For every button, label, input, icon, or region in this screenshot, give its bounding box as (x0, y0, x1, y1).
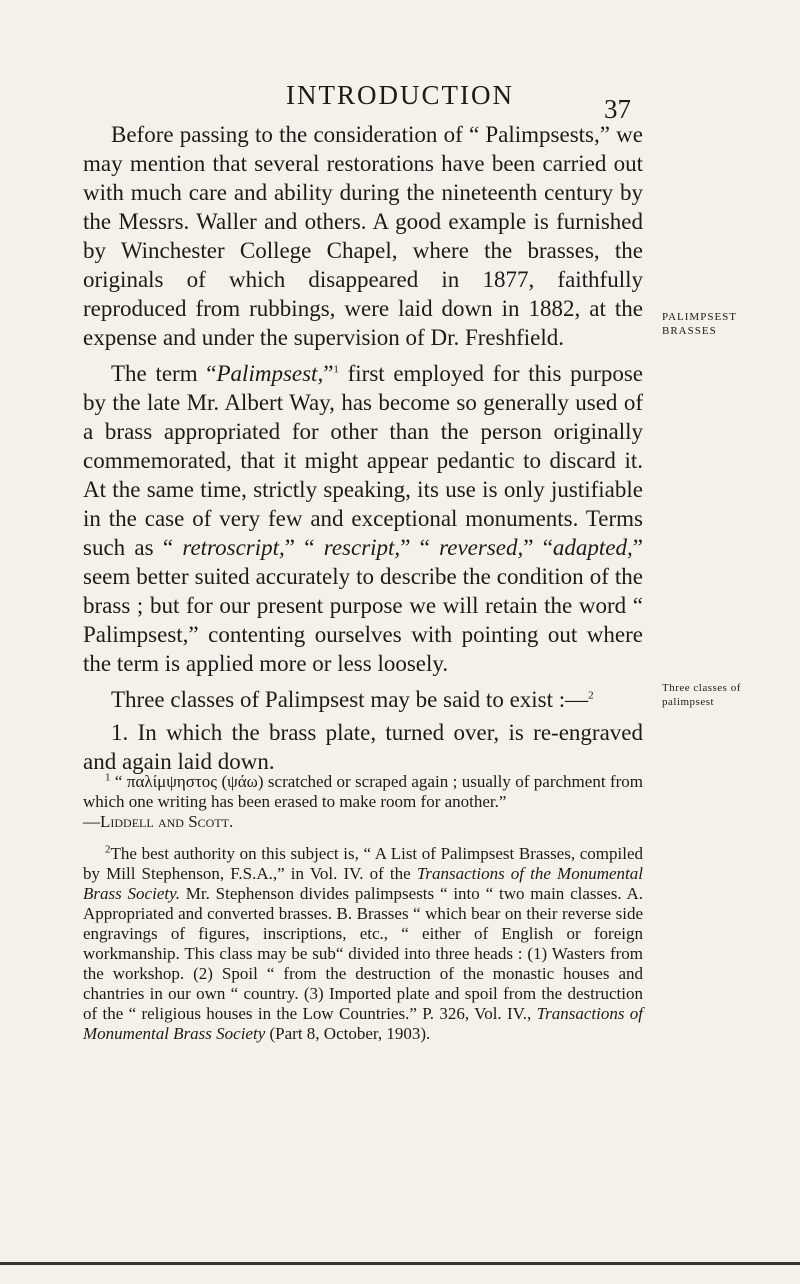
p2-b: ” (323, 361, 334, 386)
body-text (83, 120, 643, 776)
footnote-2-c: (Part 8, October, 1903). (265, 1024, 431, 1043)
footnote-2-a: The best authority on this subject is, “ A List of Palimpsest Brasses, compiled by Mill Stephenson, F.S.A.,” in Vol. IV. of the (83, 844, 643, 883)
term-palimpsest: Palimpsest, (216, 361, 324, 386)
term-retroscript: retroscript, (182, 535, 285, 560)
paragraph-three-classes (83, 685, 643, 714)
page-edge-rule (0, 1262, 800, 1265)
footnote-1 (83, 772, 643, 832)
paragraph-term-palimpsest (83, 359, 643, 678)
p2-c: first employed for this purpose by the late Mr. Albert Way, has become so generally used of a brass appropriated for other than the person originally commemorated, that it might appear pedantic to discard it. At the same time, strictly speaking, its use is only justifiable in the case of very few and exceptional monuments. Terms such as “ (83, 361, 643, 560)
footnote-1-mark: 1 (105, 771, 111, 784)
paragraph-restorations: Before passing to the consideration of “ Palimpsests,” we may mention that several restorations have been carried out with much care and ability during the nineteenth century by the Messrs. Waller and others. A good example is furnished by Winchester College Chapel, where the brasses, the originals of which disappeared in 1877, faithfully reproduced from rubbings, were laid down in 1882, at the expense and under the supervision of Dr. Freshfield. (83, 122, 643, 350)
footnote-ref-2[interactable]: 2 (588, 689, 594, 702)
list-item-class-1: 1. In which the brass plate, turned over, is re-engraved and again laid down. (83, 720, 643, 774)
term-adapted: adapted, (552, 535, 633, 560)
footnote-2-b: Mr. Stephenson divides palimpsests “ into “ two main classes. A. Appropriated and converted brasses. B. Brasses “ which bear on their reverse side engravings of figures, inscriptions, etc., “ either of English or foreign workmanship. This class may be sub“ divided into three heads : (1) Wasters from the workshop. (2) Spoil “ from the destruction of the monastic houses and chantries in our own “ country. (3) Imported plate and spoil from the destruction of the “ religious houses in the Low Countries.” P. 326, Vol. IV., (83, 884, 643, 1023)
side-note-three-classes: Three classes of palimpsest (662, 682, 741, 708)
side-note-palimpsest-brasses: PALIMPSEST BRASSES (662, 311, 737, 337)
p2-d: ” “ (284, 535, 324, 560)
term-reversed: reversed, (439, 535, 524, 560)
footnote-2-mark: 2 (105, 843, 111, 856)
p2-f: ” “ (523, 535, 553, 560)
footnote-2 (83, 844, 643, 1044)
p2-g: ” seem better suited accurately to describe the condition of the brass ; but for our present purpose we will retain the word “ Palimpsest,” contenting ourselves with pointing out where the term is applied more or less loosely. (83, 535, 643, 676)
p2-a: The term “ (111, 361, 217, 386)
p3-text: Three classes of Palimpsest may be said to exist :— (111, 687, 589, 712)
page-number: 37 (604, 94, 631, 124)
footnotes (83, 772, 643, 1044)
footnote-2-italic-1: Transactions of the Monumental Brass Society. (83, 864, 643, 903)
p2-e: ” “ (400, 535, 440, 560)
running-head: INTRODUCTION (286, 80, 514, 110)
term-rescript: rescript, (323, 535, 401, 560)
footnote-2-italic-2: Transactions of Monumental Brass Society (83, 1004, 643, 1043)
footnote-ref-1[interactable]: 1 (333, 363, 339, 376)
footnote-1-text: “ παλίμψηστος (ψάω) scratched or scraped again ; usually of parchment from which one writing has been erased to make room for another.” (83, 772, 643, 811)
footnote-1-source: —Liddell and Scott. (83, 812, 234, 831)
